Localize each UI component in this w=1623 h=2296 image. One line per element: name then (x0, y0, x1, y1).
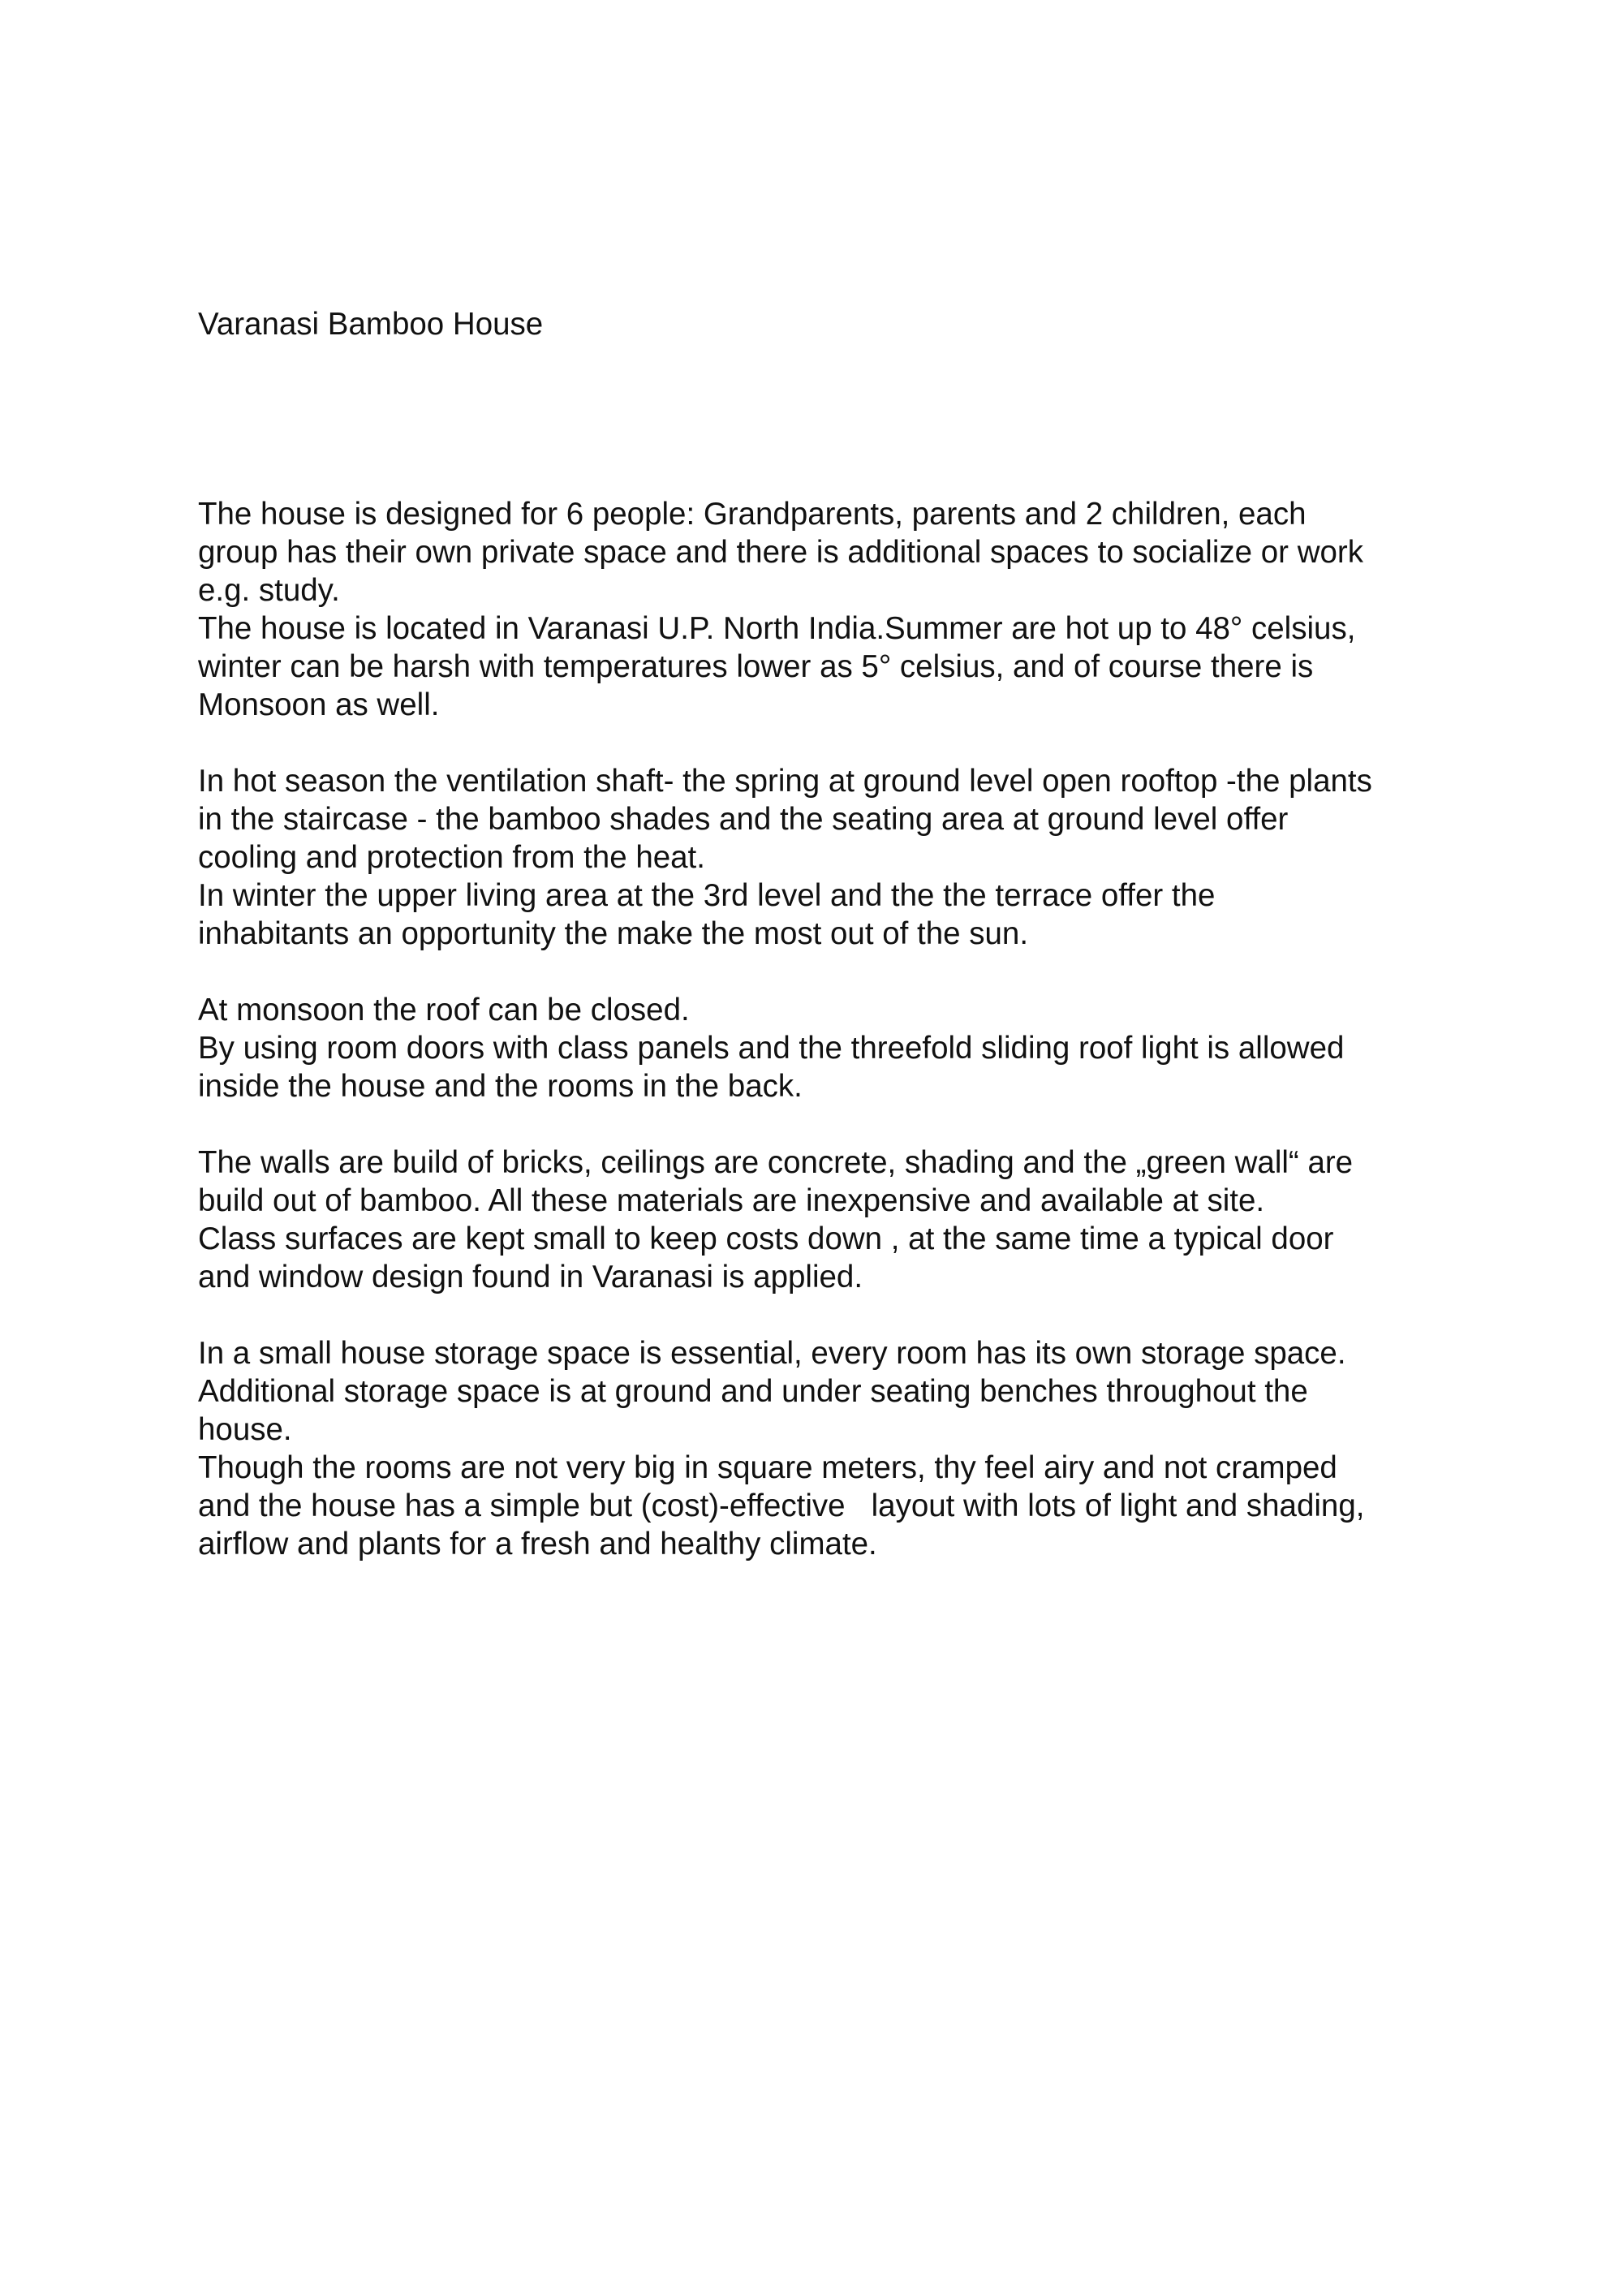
text-line: In a small house storage space is essential, every room has its own storage space. (198, 1336, 1346, 1371)
text-line: Additional storage space is at ground and under seating benches throughout the (198, 1374, 1308, 1409)
text-line: At monsoon the roof can be closed. (198, 993, 690, 1027)
text-line: Though the rooms are not very big in square meters, thy feel airy and not cramped (198, 1450, 1337, 1485)
text-line: build out of bamboo. All these materials are inexpensive and available at site. (198, 1183, 1265, 1218)
text-line: In winter the upper living area at the 3rd level and the the terrace offer the (198, 878, 1216, 913)
text-line: cooling and protection from the heat. (198, 840, 705, 875)
paragraph (198, 762, 1448, 953)
text-line: winter can be harsh with temperatures lower as 5° celsius, and of course there is (198, 649, 1314, 684)
text-line: The walls are build of bricks, ceilings are concrete, shading and the „green wall“ are (198, 1145, 1354, 1180)
document-body (198, 305, 1448, 1563)
text-line: e.g. study. (198, 573, 340, 608)
text-line: house. (198, 1412, 292, 1447)
text-line: Class surfaces are kept small to keep costs down , at the same time a typical door (198, 1221, 1334, 1256)
text-line: airflow and plants for a fresh and healthy climate. (198, 1527, 877, 1562)
text-line: group has their own private space and there is additional spaces to socialize or work (198, 535, 1363, 570)
paragraph (198, 991, 1448, 1105)
paragraph-spacing (198, 1296, 1448, 1334)
text-line: inhabitants an opportunity the make the most out of the sun. (198, 916, 1029, 951)
paragraph (198, 1144, 1448, 1296)
document-title: Varanasi Bamboo House (198, 307, 544, 342)
text-line: in the staircase - the bamboo shades and the seating area at ground level offer (198, 802, 1289, 837)
text-line: The house is designed for 6 people: Grandparents, parents and 2 children, each (198, 497, 1307, 532)
text-line: Monsoon as well. (198, 687, 440, 722)
paragraph-spacing (198, 1105, 1448, 1144)
title-spacing (198, 343, 1448, 495)
text-line: and window design found in Varanasi is applied. (198, 1260, 863, 1294)
paragraph-spacing (198, 724, 1448, 762)
paragraph (198, 495, 1448, 724)
text-line: By using room doors with class panels and the threefold sliding roof light is allowed (198, 1031, 1345, 1066)
text-line: inside the house and the rooms in the back. (198, 1069, 803, 1104)
text-line: and the house has a simple but (cost)-effective layout with lots of light and shading, (198, 1488, 1365, 1523)
text-line: The house is located in Varanasi U.P. North India.Summer are hot up to 48° celsius, (198, 611, 1356, 646)
paragraph-spacing (198, 953, 1448, 991)
text-line: In hot season the ventilation shaft- the spring at ground level open rooftop -the plants (198, 764, 1372, 799)
paragraph (198, 1334, 1448, 1563)
paragraph-blocks (198, 495, 1448, 1563)
